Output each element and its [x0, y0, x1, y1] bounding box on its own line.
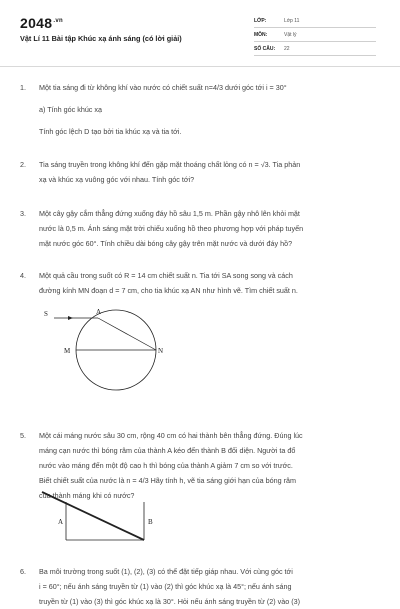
page-title: Vật Lí 11 Bài tập Khúc xạ ánh sáng (có lời giải): [20, 34, 182, 43]
meta-row-count: SỐ CÂU: 22: [254, 42, 376, 56]
label-m: M: [64, 347, 71, 355]
question-4: 4. Một quả cầu trong suốt có R = 14 cm chiết suất n. Tia tới SA song song và cách đường kính MN đoạn d = 7 cm, cho tia khúc xạ AN như hình vẽ. Tìm chiết suất n.: [20, 271, 298, 295]
label-wall-a: A: [58, 518, 64, 526]
page-header: [0, 0, 400, 67]
question-5: 5. Một cái máng nước sâu 30 cm, rộng 40 cm có hai thành bên thẳng đứng. Đúng lúc máng cạn nước thì bóng râm của thành A kéo đến thành B đối diện. Người ta đổ nước vào máng đến một độ cao h thì bóng của thành A giảm 7 cm so với trước. Biết chiết suất của nước là n = 4/3 Hãy tính h, vẽ tia sáng giới hạn của bóng râm của thành máng khi có nước?: [20, 431, 303, 500]
question-3: 3. Một cây gậy cắm thẳng đứng xuống đáy hồ sâu 1,5 m. Phần gậy nhô lên khỏi mặt nước là 0,5 m. Ánh sáng mặt trời chiếu xuống hồ theo phương hợp với pháp tuyến mặt nước góc 60°. Tính chiều dài bóng cây gậy trên mặt nước và dưới đáy hồ?: [20, 209, 304, 248]
label-wall-b: B: [148, 518, 153, 526]
trough-diagram: [38, 486, 168, 544]
site-logo[interactable]: $2048^{.vn}$: [20, 15, 63, 31]
label-a: A: [96, 308, 102, 316]
meta-row-subject: MÔN: Vật lý: [254, 28, 376, 42]
label-n: N: [158, 347, 164, 355]
sphere-diagram: [38, 306, 168, 398]
question-2: 2. Tia sáng truyền trong không khí đến gặp mặt thoáng chất lỏng có n = √3. Tia phản xạ và khúc xạ vuông góc với nhau. Tính góc tới?: [20, 160, 301, 184]
label-s: S: [44, 310, 48, 318]
ray-an: [98, 318, 156, 350]
question-1: 1. Một tia sáng đi từ không khí vào nước có chiết suất n=4/3 dưới góc tới i = 30° a) Tính góc khúc xạ Tính góc lệch D tạo bởi tia khúc xạ và tia tới.: [20, 83, 287, 136]
sun-ray: [42, 492, 144, 540]
ray-arrow: [68, 316, 73, 320]
meta-table: [254, 14, 376, 56]
meta-row-class: LỚP: Lớp 11: [254, 14, 376, 28]
question-6: 6. Ba môi trường trong suốt (1), (2), (3) có thể đặt tiếp giáp nhau. Với cùng góc tới i = 60°; nếu ánh sáng truyền từ (1) vào (2) thì góc khúc xạ là 45°; nếu ánh sáng truyền từ (1) vào (3) thì góc khúc xạ là 30°. Hỏi nếu ánh sáng truyền từ (2) vào (3): [20, 567, 300, 606]
